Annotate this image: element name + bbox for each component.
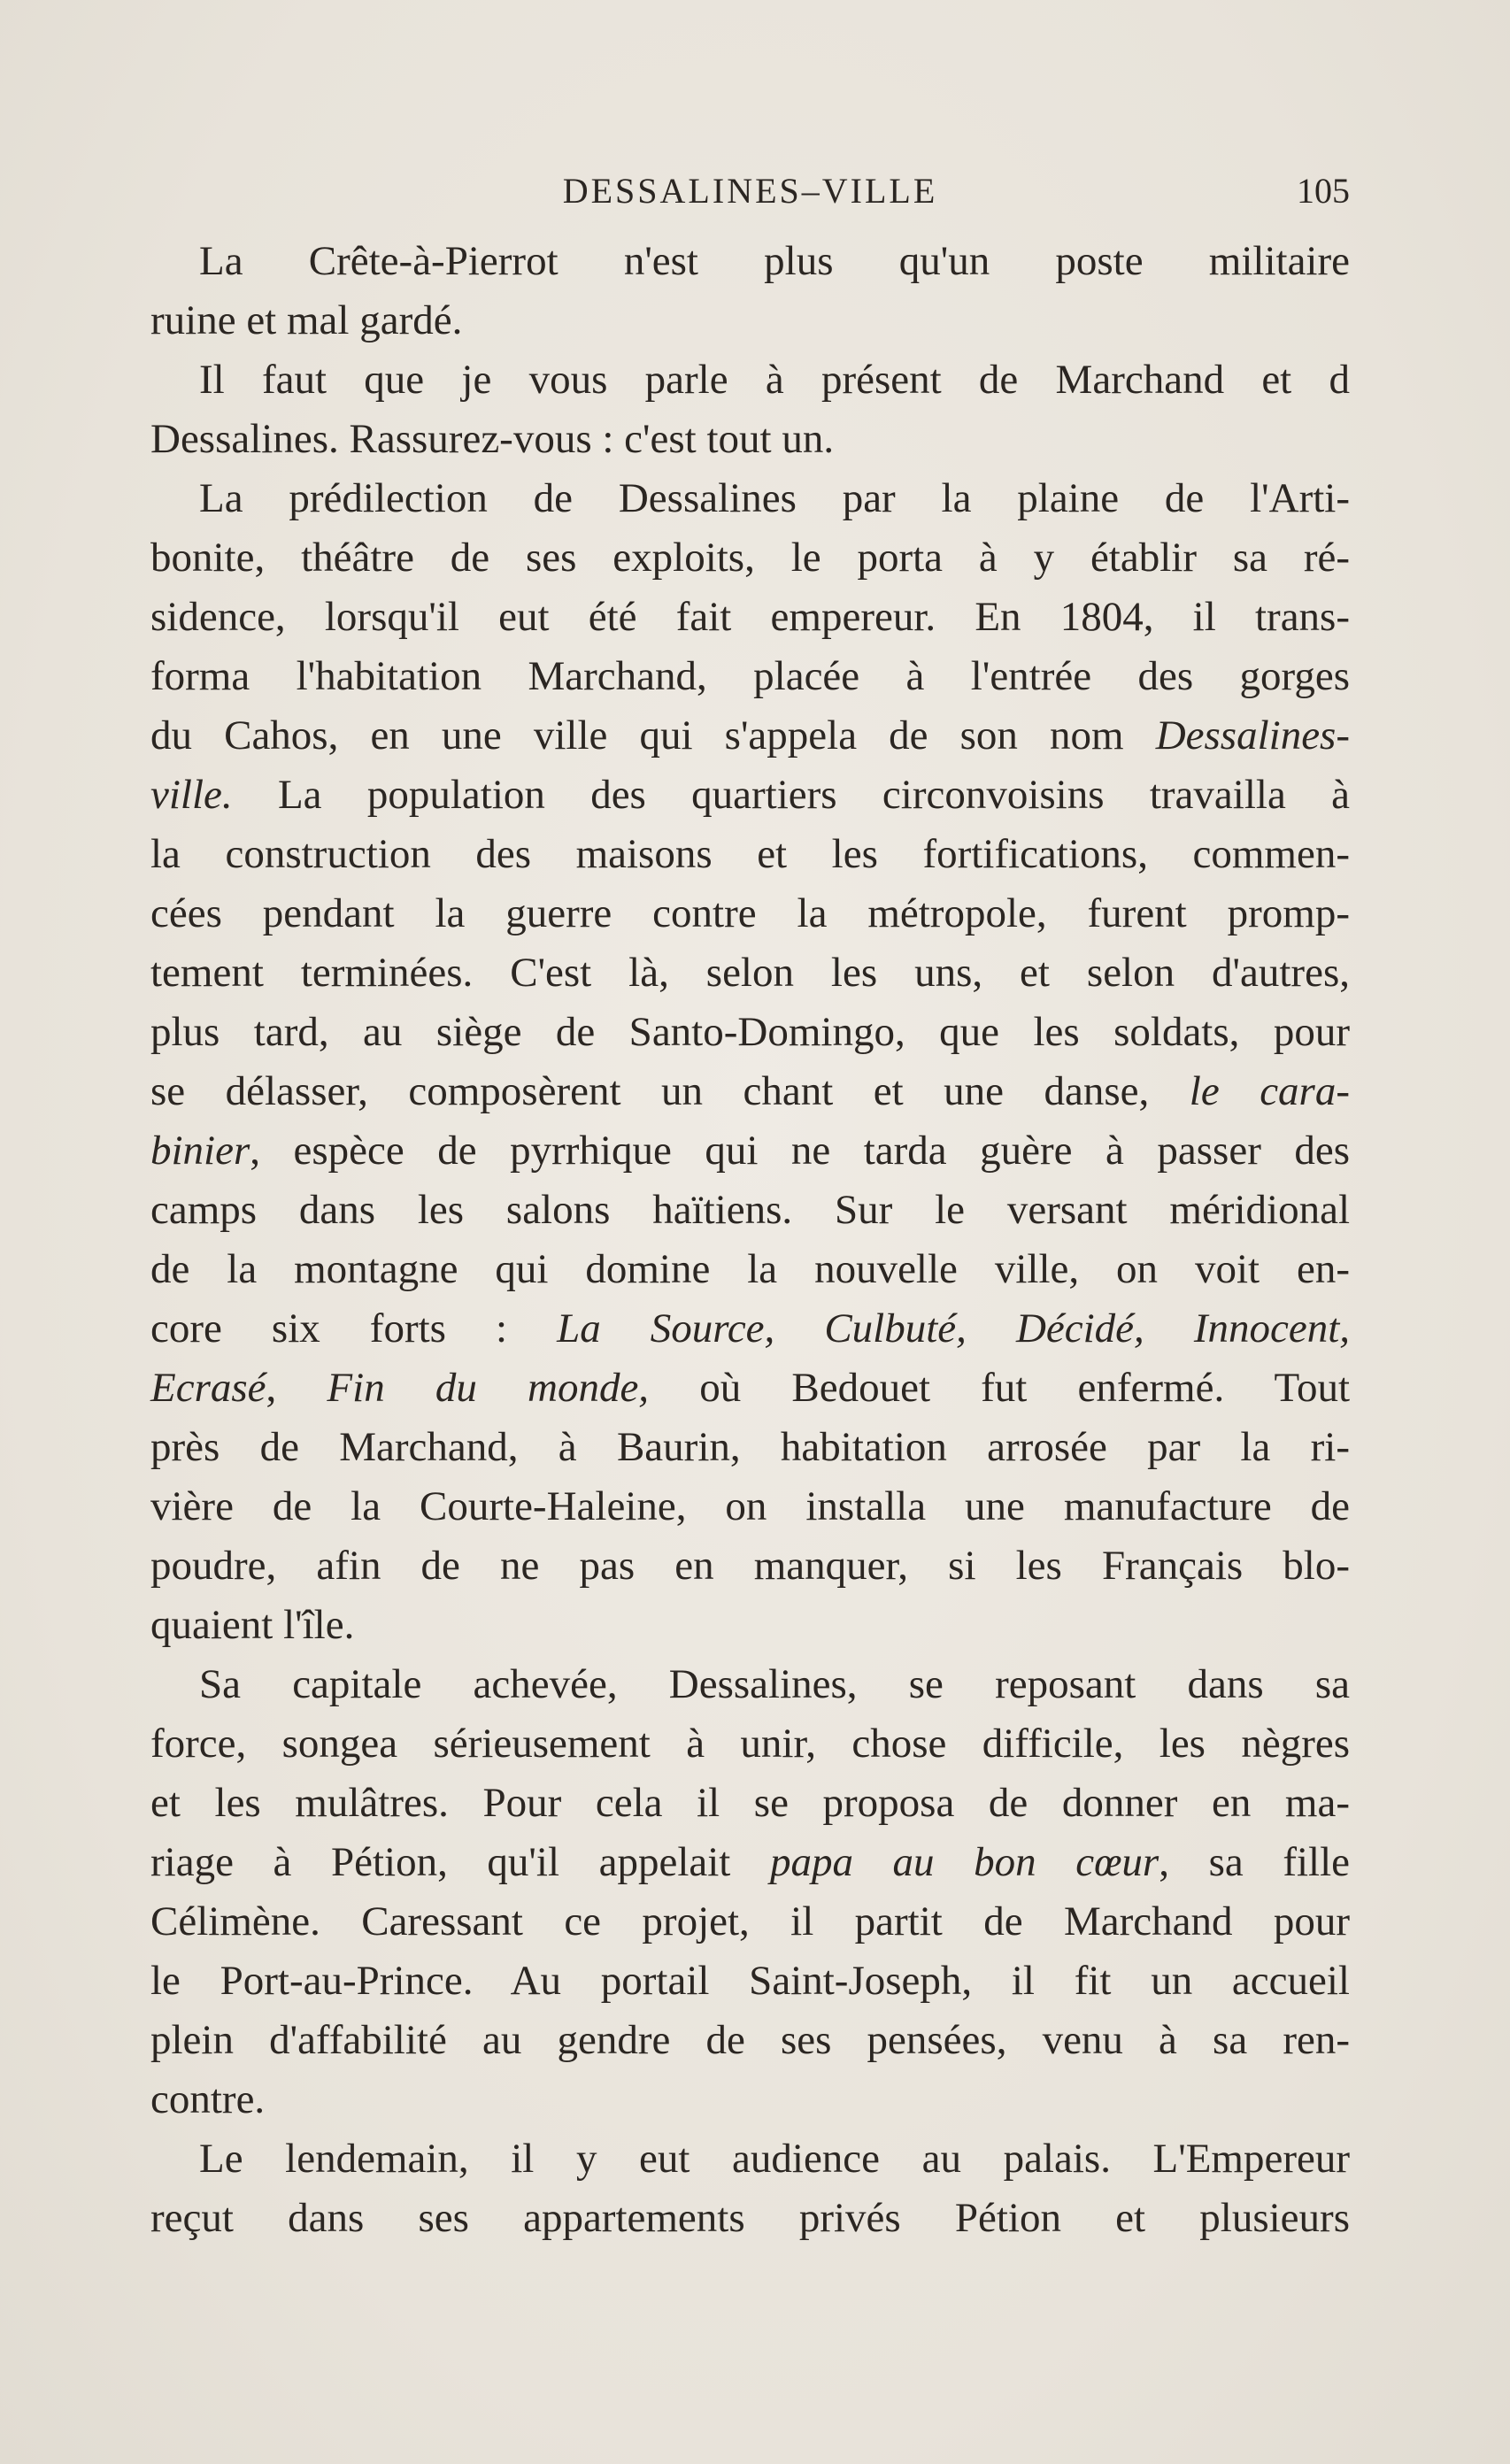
text-line (150, 1418, 1350, 1477)
text-line (150, 825, 1350, 884)
italic-text: Dessalines- (1155, 712, 1350, 758)
text-line (150, 1240, 1350, 1299)
text-line (150, 1477, 1350, 1536)
text-line (150, 2011, 1350, 2070)
text-line (150, 1062, 1350, 1121)
italic-text: le cara- (1189, 1068, 1350, 1114)
text-segment: du Cahos, en une ville qui s'appela de son nom (150, 712, 1156, 758)
text-segment: forma l'habitation Marchand, placée à l'entrée des gorges (150, 653, 1350, 699)
text-segment: cées pendant la guerre contre la métropole, furent promp- (150, 890, 1350, 936)
text-segment: contre. (150, 2076, 266, 2122)
italic-text: La Source, Culbuté, Décidé, Innocent, (557, 1305, 1350, 1351)
text-line (150, 1181, 1350, 1240)
text-segment: Sa capitale achevée, Dessalines, se reposant dans sa (199, 1661, 1350, 1707)
italic-text: papa au bon cœur (769, 1839, 1159, 1885)
text-segment: force, songea sérieusement à unir, chose difficile, les nègres (150, 1721, 1350, 1767)
text-segment: , (266, 1365, 327, 1411)
text-segment: Célimène. Caressant ce projet, il partit de Marchand pour (150, 1898, 1350, 1944)
text-line (150, 232, 1350, 291)
text-line (150, 1003, 1350, 1062)
text-line (150, 1359, 1350, 1418)
page-header (150, 170, 1350, 219)
text-segment: la construction des maisons et les fortifications, commen- (150, 831, 1350, 877)
text-line (150, 766, 1350, 825)
text-line (150, 884, 1350, 943)
text-segment: La population des quartiers circonvoisins travailla à (232, 772, 1350, 818)
text-segment: La Crête-à-Pierrot n'est plus qu'un poste militaire (199, 238, 1350, 284)
text-segment: La prédilection de Dessalines par la plaine de l'Arti- (199, 475, 1350, 521)
text-segment: Il faut que je vous parle à présent de Marchand et d (199, 357, 1350, 403)
text-segment: où Bedouet fut enfermé. Tout (649, 1365, 1351, 1411)
text-line (150, 2189, 1350, 2248)
italic-text: Ecrasé (150, 1365, 266, 1411)
text-segment: riage à Pétion, qu'il appelait (150, 1839, 770, 1885)
italic-text: ville. (150, 772, 233, 818)
text-segment: Dessalines. Rassurez-vous : c'est tout un. (150, 416, 835, 462)
text-segment: plus tard, au siège de Santo-Domingo, que les soldats, pour (150, 1009, 1350, 1055)
text-line (150, 1536, 1350, 1596)
text-line (150, 706, 1350, 766)
text-segment: tement terminées. C'est là, selon les uns, et selon d'autres, (150, 950, 1350, 996)
text-line (150, 528, 1350, 588)
text-line (150, 1299, 1350, 1359)
text-line (150, 588, 1350, 647)
text-segment: poudre, afin de ne pas en manquer, si les Français blo- (150, 1543, 1350, 1589)
text-segment: core six forts : (150, 1305, 558, 1351)
text-segment: camps dans les salons haïtiens. Sur le versant méridional (150, 1187, 1350, 1233)
text-segment: quaient l'île. (150, 1602, 355, 1648)
text-line (150, 1952, 1350, 2011)
text-line (150, 1892, 1350, 1952)
text-segment: plein d'affabilité au gendre de ses pensées, venu à sa ren- (150, 2017, 1350, 2063)
text-line (150, 1774, 1350, 1833)
text-segment: de la montagne qui domine la nouvelle ville, on voit en- (150, 1246, 1350, 1292)
text-line (150, 943, 1350, 1003)
italic-text: binier (150, 1128, 250, 1174)
text-line (150, 2070, 1350, 2129)
text-segment: reçut dans ses appartements privés Pétion et plusieurs (150, 2195, 1350, 2241)
text-segment: bonite, théâtre de ses exploits, le porta à y établir sa ré- (150, 535, 1350, 581)
text-line (150, 1596, 1350, 1655)
text-segment: ruine et mal gardé. (150, 297, 463, 343)
text-segment: Le lendemain, il y eut audience au palais. L'Empereur (199, 2136, 1350, 2182)
text-line (150, 1833, 1350, 1892)
text-line (150, 2129, 1350, 2189)
text-segment: près de Marchand, à Baurin, habitation arrosée par la ri- (150, 1424, 1350, 1470)
running-head: DESSALINES–VILLE (562, 171, 938, 211)
text-line (150, 1714, 1350, 1774)
text-line (150, 350, 1350, 410)
text-segment: se délasser, composèrent un chant et une danse, (150, 1068, 1190, 1114)
text-segment: , espèce de pyrrhique qui ne tarda guère à passer des (250, 1128, 1350, 1174)
text-segment: , sa fille (1159, 1839, 1351, 1885)
text-segment: sidence, lorsqu'il eut été fait empereur. En 1804, il trans- (150, 594, 1350, 640)
text-line (150, 1655, 1350, 1714)
text-line (150, 410, 1350, 469)
page-number: 105 (1297, 171, 1350, 211)
body-text (150, 232, 1350, 2248)
text-line (150, 1121, 1350, 1181)
text-segment: et les mulâtres. Pour cela il se proposa de donner en ma- (150, 1780, 1350, 1826)
text-segment: le Port-au-Prince. Au portail Saint-Joseph, il fit un accueil (150, 1958, 1350, 2004)
text-segment: vière de la Courte-Haleine, on installa une manufacture de (150, 1483, 1350, 1529)
italic-text: Fin du monde, (327, 1365, 650, 1411)
text-line (150, 647, 1350, 706)
text-line (150, 469, 1350, 528)
text-line (150, 291, 1350, 350)
